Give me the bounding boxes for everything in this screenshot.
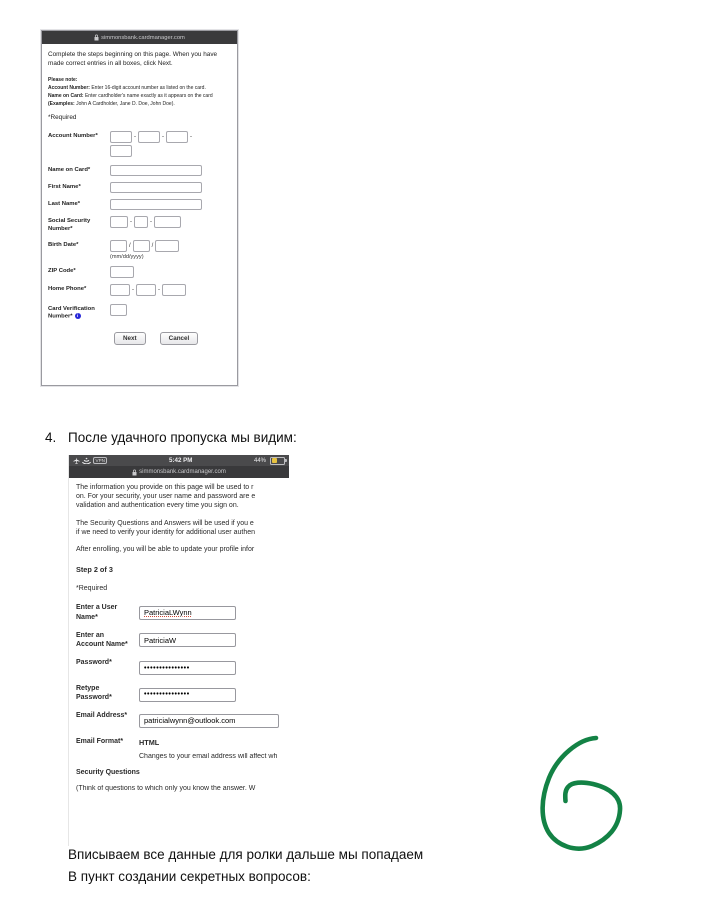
field-home-phone (48, 284, 231, 298)
account-name-input[interactable] (139, 633, 236, 647)
required-note: *Required (48, 113, 77, 121)
field-account-number (48, 131, 231, 159)
phone-part3[interactable] (162, 284, 186, 296)
field-label: Last Name* (48, 200, 81, 207)
field-label: Card Verification Number* i (48, 305, 95, 321)
account-number-part4[interactable] (110, 145, 132, 157)
info-icon[interactable]: i (75, 313, 81, 319)
lock-icon (132, 469, 137, 476)
field-first-name (48, 182, 231, 193)
ssn-part3[interactable] (154, 216, 181, 228)
date-format-hint: (mm/dd/yyyy) (110, 253, 144, 260)
field-label: Password* (76, 658, 112, 666)
field-name-on-card (48, 165, 231, 176)
field-cvn (48, 304, 231, 323)
birth-year-input[interactable] (155, 240, 179, 252)
info-paragraph-line: After enrolling, you will be able to update your profile infor (76, 546, 255, 554)
list-item-4 (45, 430, 297, 445)
ios-status-bar (69, 455, 289, 466)
first-name-input[interactable] (110, 182, 202, 193)
account-number-part3[interactable] (166, 131, 188, 143)
retype-password-input[interactable] (139, 688, 236, 702)
info-paragraph-line: if we need to verify your identity for additional user authen (76, 528, 255, 536)
phone-part1[interactable] (110, 284, 130, 296)
item-text: После удачного пропуска мы видим: (68, 430, 297, 445)
field-label: Enter an Account Name* (76, 631, 128, 648)
field-label: First Name* (48, 183, 81, 190)
field-label: Email Format* (76, 738, 124, 746)
field-label: ZIP Code* (48, 267, 76, 274)
field-label: Name on Card* (48, 166, 91, 173)
field-email-address (76, 710, 289, 728)
field-email-format (76, 736, 289, 747)
field-label: Email Address* (76, 712, 128, 720)
field-birth-date (48, 240, 231, 260)
url-text: simmonsbank.cardmanager.com (139, 469, 226, 475)
field-label: Enter a User Name* (76, 604, 118, 621)
dash-separator: - (162, 133, 164, 140)
email-address-input[interactable] (139, 714, 279, 728)
note-line: (Examples: John A Cardholder, Jane D. Doe, John Doe). (48, 100, 175, 107)
field-label: Account Number* (48, 132, 98, 139)
name-on-card-input[interactable] (110, 165, 202, 176)
wifi-icon (82, 457, 91, 464)
email-change-note: Changes to your email address will affect wh (139, 753, 278, 761)
required-note: *Required (76, 585, 108, 593)
page-body (69, 478, 289, 792)
url-text: simmonsbank.cardmanager.com (101, 34, 185, 41)
info-paragraph-line: on. For your security, your user name and password are e (76, 493, 256, 501)
dash-separator: - (130, 218, 132, 225)
browser-address-bar[interactable] (42, 31, 237, 44)
dash-separator: - (190, 133, 192, 140)
lock-icon (94, 34, 99, 41)
zip-input[interactable] (110, 266, 134, 278)
field-password (76, 657, 289, 676)
airplane-icon (73, 457, 80, 464)
body-text-line: Вписываем все данные для ролки дальше мы попадаем (68, 847, 424, 862)
last-name-input[interactable] (110, 199, 202, 210)
status-time: 5:42 PM (169, 457, 193, 464)
form-body (42, 44, 237, 349)
field-account-name (76, 630, 289, 649)
cancel-button[interactable]: Cancel (160, 332, 199, 345)
item-number: 4. (45, 430, 57, 445)
dash-separator: - (150, 218, 152, 225)
next-button[interactable]: Next (114, 332, 146, 345)
dash-separator: - (158, 286, 160, 293)
battery-percent: 44% (253, 457, 266, 464)
notes-block (48, 76, 231, 108)
account-number-part1[interactable] (110, 131, 132, 143)
handwritten-digit-6-annotation (537, 726, 632, 854)
ssn-part1[interactable] (110, 216, 128, 228)
vpn-badge: VPN (93, 457, 107, 464)
field-label: Social Security Number* (48, 217, 91, 232)
account-number-part2[interactable] (138, 131, 160, 143)
body-text-line: В пункт создании секретных вопросов: (68, 869, 311, 884)
ssn-part2[interactable] (134, 216, 148, 228)
note-line: Account Number: Enter 16-digit account number as listed on the card. (48, 84, 206, 91)
field-label: Retype Password* (76, 685, 112, 702)
user-name-input[interactable] (139, 606, 236, 620)
slash-separator: / (151, 242, 154, 249)
security-questions-label: Security Questions (76, 769, 140, 777)
cvn-input[interactable] (110, 304, 127, 316)
field-last-name (48, 199, 231, 210)
info-paragraph-line: The Security Questions and Answers will be used if you e (76, 519, 254, 527)
field-ssn (48, 216, 231, 234)
dash-separator: - (134, 133, 136, 140)
email-format-value: HTML (139, 738, 160, 748)
note-line: Name on Card: Enter cardholder's name exactly as it appears on the card (48, 92, 213, 99)
battery-icon (270, 457, 285, 465)
note-title: Please note: (48, 76, 78, 83)
field-zip (48, 266, 231, 278)
slash-separator: / (129, 242, 131, 249)
screenshot-enrollment-step2 (68, 455, 289, 846)
dash-separator: - (132, 286, 134, 293)
security-questions-note: (Think of questions to which only you know the answer. W (76, 784, 256, 792)
field-retype-password (76, 683, 289, 702)
birth-day-input[interactable] (133, 240, 150, 252)
info-paragraph-line: validation and authentication every time you sign on. (76, 502, 239, 510)
phone-part2[interactable] (136, 284, 156, 296)
field-user-name (76, 602, 289, 621)
birth-month-input[interactable] (110, 240, 127, 252)
field-label: Birth Date* (48, 241, 79, 248)
form-buttons (114, 332, 231, 345)
step-indicator: Step 2 of 3 (76, 565, 113, 575)
browser-address-bar[interactable] (69, 466, 289, 478)
info-paragraph-line: The information you provide on this page will be used to r (76, 484, 254, 491)
intro-text: Complete the steps beginning on this page. When you have made correct entries in all boxes, click Next. (48, 51, 218, 68)
password-input[interactable] (139, 661, 236, 675)
screenshot-enrollment-step1 (41, 30, 238, 386)
field-label: Home Phone* (48, 285, 87, 292)
